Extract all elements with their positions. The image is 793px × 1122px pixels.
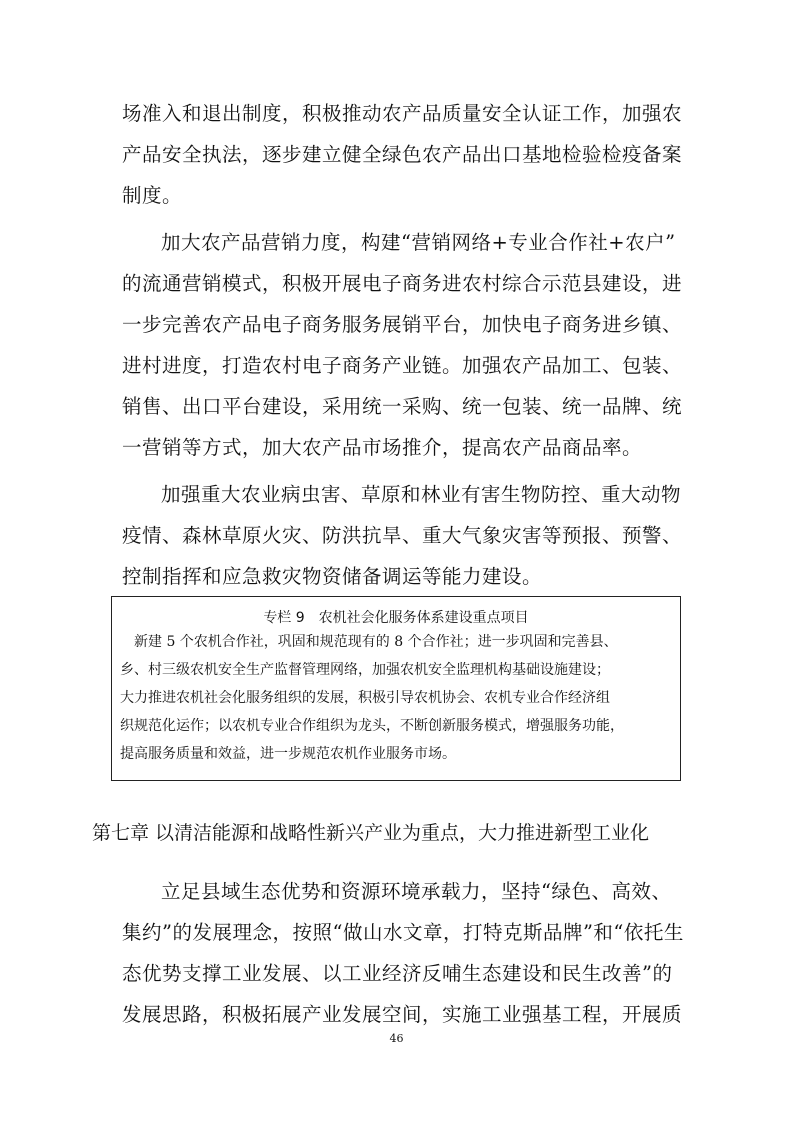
box-text-line: 大力推进农机社会化服务组织的发展，积极引导农机协会、农机专业合作经济组 bbox=[120, 690, 610, 706]
text-line: 态优势支撑工业发展、以工业经济反哺生态建设和民生改善”的 bbox=[122, 962, 673, 985]
text-line: 一营销等方式，加大农产品市场推介，提高农产品商品率。 bbox=[122, 436, 643, 459]
text-line: 立足县域生态优势和资源环境承载力，坚持“绿色、高效、 bbox=[161, 880, 672, 903]
text-line: 加大农产品营销力度，构建“营销网络+专业合作社+农户” bbox=[161, 231, 676, 254]
text-line: 销售、出口平台建设，采用统一采购、统一包装、统一品牌、统 bbox=[122, 395, 683, 418]
text-line: 的流通营销模式，积极开展电子商务进农村综合示范县建设，进 bbox=[122, 272, 683, 295]
text-line: 控制指挥和应急救灾物资储备调运等能力建设。 bbox=[122, 565, 543, 588]
text-line: 疫情、森林草原火灾、防洪抗旱、重大气象灾害等预报、预警、 bbox=[122, 524, 683, 547]
box-text-line: 乡、村三级农机安全生产监督管理网络，加强农机安全监理机构基础设施建设； bbox=[120, 662, 610, 678]
text-line: 集约”的发展理念，按照“做山水文章，打特克斯品牌”和“依托生 bbox=[122, 921, 684, 944]
text-line: 进村进度，打造农村电子商务产业链。加强农产品加工、包装、 bbox=[122, 354, 683, 377]
box-text-line: 织规范化运作；以农机专业合作组织为龙头，不断创新服务模式，增强服务功能， bbox=[120, 718, 624, 734]
page-number: 46 bbox=[389, 1032, 404, 1045]
text-line: 发展思路，积极拓展产业发展空间，实施工业强基工程，开展质 bbox=[122, 1003, 683, 1026]
box-text-line: 新建 5 个农机合作社，巩固和规范现有的 8 个合作社；进一步巩固和完善县、 bbox=[120, 634, 618, 650]
text-line: 制度。 bbox=[122, 184, 183, 207]
text-line: 加强重大农业病虫害、草原和林业有害生物防控、重大动物 bbox=[161, 483, 682, 506]
box-text-line: 提高服务质量和效益，进一步规范农机作业服务市场。 bbox=[120, 746, 456, 762]
text-line: 场准入和退出制度，积极推动农产品质量安全认证工作，加强农 bbox=[122, 102, 683, 125]
box-title: 专栏 9 农机社会化服务体系建设重点项目 bbox=[263, 610, 529, 626]
text-line: 一步完善农产品电子商务服务展销平台，加快电子商务进乡镇、 bbox=[122, 313, 683, 336]
chapter-title: 第七章 以清洁能源和战略性新兴产业为重点，大力推进新型工业化 bbox=[92, 822, 650, 844]
text-line: 产品安全执法，逐步建立健全绿色农产品出口基地检验检疫备案 bbox=[122, 143, 683, 166]
special-column-box bbox=[111, 596, 681, 781]
